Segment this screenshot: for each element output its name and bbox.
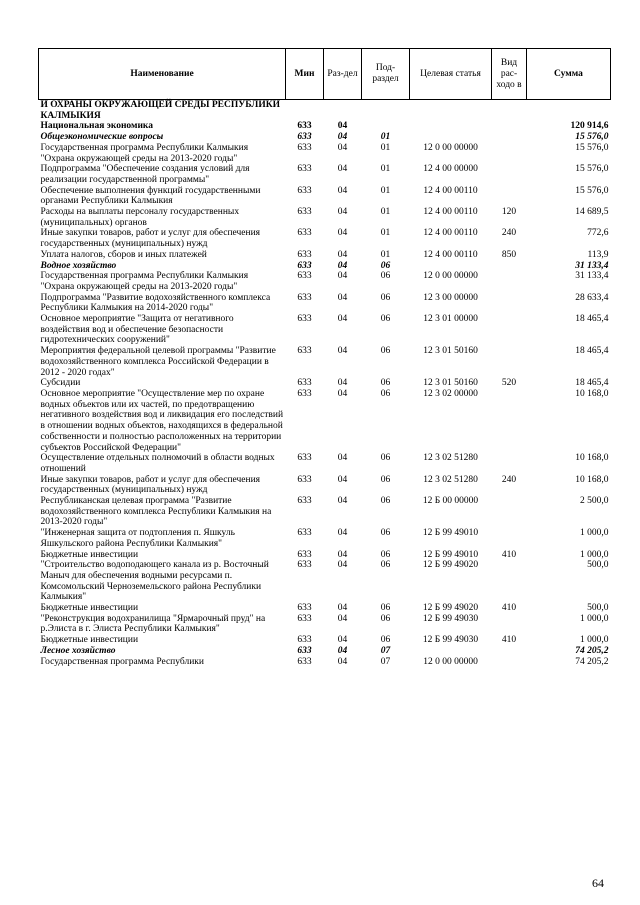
- cell-razdel: 04: [337, 142, 348, 153]
- cell-podrazdel: [362, 121, 410, 132]
- cell-min: 633: [297, 260, 312, 271]
- cell-celevaya-statya: 12 Б 99 49030: [422, 613, 479, 624]
- cell-razdel: 04: [337, 346, 348, 357]
- cell-razdel: 04: [337, 496, 348, 507]
- cell-name: Республиканская целевая программа "Развитие водохозяйственного комплекса Республики Калмыкия на 2013-2020 годы": [40, 496, 272, 528]
- cell-razdel: 04: [337, 635, 348, 646]
- cell-summa: 15 576,0: [575, 142, 609, 153]
- cell-name: "Инженерная защита от подтопления п. Яшкуль Яшкульского района Республики Калмыкия": [40, 528, 235, 549]
- cell-celevaya-statya: 12 4 00 00110: [423, 249, 478, 260]
- cell-vid-rashodov: [492, 121, 527, 132]
- cell-vid-rashodov: 240: [501, 474, 517, 485]
- cell-celevaya-statya: 12 3 02 00000: [423, 388, 478, 399]
- cell-min: 633: [297, 635, 312, 646]
- cell-vid-rashodov: [492, 528, 527, 549]
- cell-vid-rashodov: [492, 560, 527, 603]
- cell-min: 633: [297, 142, 312, 153]
- cell-summa: [527, 100, 611, 122]
- cell-summa: 2 500,0: [580, 496, 609, 507]
- cell-name: Уплата налогов, сборов и иных платежей: [40, 249, 207, 260]
- cell-min: 633: [297, 164, 312, 175]
- cell-celevaya-statya: 12 4 00 00000: [423, 164, 478, 175]
- cell-celevaya-statya: [410, 646, 492, 657]
- table-row: [39, 186, 611, 207]
- cell-podrazdel: 06: [380, 271, 391, 282]
- cell-summa: 31 133,4: [575, 260, 609, 271]
- cell-celevaya-statya: 12 4 00 00110: [423, 228, 478, 239]
- table-row: [39, 271, 611, 292]
- cell-name: Иные закупки товаров, работ и услуг для обеспечения государственных (муниципальных) нужд: [40, 228, 261, 250]
- table-row: [39, 603, 611, 614]
- table-row: [39, 207, 611, 228]
- cell-podrazdel: 06: [380, 549, 391, 560]
- table-row: [39, 550, 611, 561]
- cell-summa: 1 000,0: [580, 635, 609, 646]
- cell-summa: 772,6: [587, 228, 609, 239]
- cell-vid-rashodov: [492, 646, 527, 657]
- budget-table: [38, 48, 611, 667]
- table-row: [39, 614, 611, 635]
- header-razdel: Раз-дел: [324, 49, 362, 100]
- table-row: [39, 250, 611, 261]
- cell-podrazdel: 06: [380, 496, 391, 507]
- cell-razdel: 04: [337, 207, 348, 218]
- cell-celevaya-statya: 12 Б 99 49010: [422, 528, 479, 539]
- cell-podrazdel: 06: [380, 453, 391, 464]
- cell-vid-rashodov: [492, 164, 527, 185]
- cell-name: Расходы на выплаты персоналу государственных (муниципальных) органов: [40, 207, 240, 228]
- cell-celevaya-statya: 12 3 02 51280: [423, 453, 478, 464]
- header-name: Наименование: [39, 49, 286, 100]
- cell-summa: 500,0: [587, 560, 609, 571]
- cell-razdel: 04: [337, 656, 348, 667]
- cell-name: Бюджетные инвестиции: [40, 549, 139, 560]
- cell-podrazdel: 06: [380, 635, 391, 646]
- cell-name: Общеэкономические вопросы: [40, 132, 164, 143]
- cell-razdel: 04: [337, 228, 348, 239]
- cell-razdel: [324, 100, 362, 122]
- cell-name: Осуществление отдельных полномочий в области водных отношений: [40, 453, 275, 474]
- cell-name: Национальная экономика: [40, 121, 154, 132]
- cell-celevaya-statya: 12 3 01 50160: [423, 346, 478, 357]
- cell-summa: 113,9: [587, 249, 609, 260]
- table-row: [39, 646, 611, 657]
- cell-name: Основное мероприятие "Защита от негативного воздействия вод и обеспечение безопасности гидротехнических сооружений": [40, 314, 234, 346]
- cell-celevaya-statya: [410, 121, 492, 132]
- cell-min: 633: [297, 228, 312, 239]
- cell-razdel: 04: [337, 528, 348, 539]
- cell-vid-rashodov: 520: [501, 378, 517, 389]
- table-row: [39, 121, 611, 132]
- header-vid-rashodov: Вид рас-ходо в: [492, 49, 527, 100]
- cell-razdel: 04: [337, 603, 348, 614]
- table-row: [39, 132, 611, 143]
- cell-razdel: 04: [337, 314, 348, 325]
- cell-vid-rashodov: [492, 346, 527, 378]
- cell-name: Государственная программа Республики Калмыкия "Охрана окружающей среды на 2013-2020 годы": [40, 142, 249, 164]
- cell-podrazdel: 01: [380, 142, 391, 153]
- table-row: [39, 453, 611, 474]
- cell-razdel: 04: [337, 249, 348, 260]
- cell-vid-rashodov: 120: [501, 207, 517, 218]
- cell-vid-rashodov: 850: [501, 249, 517, 260]
- cell-summa: 10 168,0: [575, 474, 609, 485]
- table-row: [39, 228, 611, 249]
- document-page: [38, 48, 610, 667]
- cell-podrazdel: 07: [380, 645, 391, 656]
- cell-name: Бюджетные инвестиции: [40, 635, 139, 646]
- cell-summa: 15 576,0: [575, 132, 609, 143]
- table-header-row: [39, 49, 611, 100]
- cell-podrazdel: 06: [380, 613, 391, 624]
- table-row: [39, 560, 611, 603]
- cell-name: Подпрограмма "Обеспечение создания условий для реализации государственной программы": [40, 164, 250, 185]
- cell-celevaya-statya: 12 Б 99 49020: [422, 560, 479, 571]
- cell-vid-rashodov: [492, 657, 527, 668]
- cell-summa: 18 465,4: [575, 314, 609, 325]
- cell-summa: 500,0: [587, 603, 609, 614]
- table-row: [39, 293, 611, 314]
- cell-podrazdel: 01: [380, 249, 391, 260]
- cell-celevaya-statya: 12 0 00 00000: [423, 656, 478, 667]
- cell-summa: 15 576,0: [575, 164, 609, 175]
- cell-razdel: 04: [337, 121, 348, 132]
- cell-min: [286, 100, 324, 122]
- cell-vid-rashodov: [492, 100, 527, 122]
- cell-celevaya-statya: [410, 100, 492, 122]
- cell-min: 633: [297, 603, 312, 614]
- cell-min: 633: [297, 271, 312, 282]
- cell-name: Государственная программа Республики: [40, 656, 204, 667]
- cell-summa: 74 205,2: [575, 656, 609, 667]
- cell-summa: 1 000,0: [580, 613, 609, 624]
- cell-podrazdel: 06: [380, 388, 391, 399]
- cell-min: 633: [297, 656, 312, 667]
- cell-podrazdel: 06: [380, 314, 391, 325]
- cell-name: Основное мероприятие "Осуществление мер по охране водных объектов или их частей, по предотвращению негативного воздействия вод и ликвидация его последствий в отношении водных объектов, находящихся в федеральной собственности и полностью расположенных на территории субъектов Российской Федерации": [40, 388, 284, 453]
- cell-summa: 18 465,4: [575, 346, 609, 357]
- cell-summa: 74 205,2: [575, 645, 609, 656]
- table-row: [39, 475, 611, 496]
- cell-name: Бюджетные инвестиции: [40, 603, 139, 614]
- cell-name: Субсидии: [40, 378, 81, 389]
- cell-razdel: 04: [337, 645, 348, 656]
- cell-vid-rashodov: [492, 293, 527, 314]
- cell-vid-rashodov: 410: [501, 603, 517, 614]
- cell-summa: 18 465,4: [575, 378, 609, 389]
- cell-min: 633: [297, 132, 312, 143]
- cell-podrazdel: 06: [380, 346, 391, 357]
- cell-name: Подпрограмма "Развитие водохозяйственного комплекса Республики Калмыкия на 2014-2020 годы": [40, 292, 271, 314]
- cell-summa: 120 914,6: [570, 121, 609, 132]
- cell-min: 633: [297, 388, 312, 399]
- table-row: [39, 314, 611, 346]
- cell-vid-rashodov: [492, 132, 527, 143]
- cell-vid-rashodov: [492, 614, 527, 635]
- cell-min: 633: [297, 528, 312, 539]
- header-celevaya-statya: Целевая статья: [410, 49, 492, 100]
- cell-min: 633: [297, 346, 312, 357]
- cell-name: Государственная программа Республики Калмыкия "Охрана окружающей среды на 2013-2020 годы": [40, 271, 249, 292]
- cell-vid-rashodov: 410: [501, 549, 517, 560]
- cell-celevaya-statya: 12 0 00 00000: [423, 142, 478, 153]
- cell-name: Мероприятия федеральной целевой программы "Развитие водохозяйственного комплекса Российской Федерации в 2012 - 2020 годах": [40, 346, 276, 378]
- cell-min: 633: [297, 314, 312, 325]
- cell-podrazdel: 01: [380, 228, 391, 239]
- cell-podrazdel: 06: [380, 378, 391, 389]
- cell-summa: 10 168,0: [575, 453, 609, 464]
- cell-razdel: 04: [337, 549, 348, 560]
- table-row: [39, 657, 611, 668]
- cell-min: 633: [297, 453, 312, 464]
- cell-podrazdel: 06: [380, 560, 391, 571]
- table-row: [39, 261, 611, 272]
- cell-razdel: 04: [337, 271, 348, 282]
- cell-celevaya-statya: 12 3 02 51280: [423, 474, 478, 485]
- cell-name: И ОХРАНЫ ОКРУЖАЮЩЕЙ СРЕДЫ РЕСПУБЛИКИ КАЛМЫКИЯ: [40, 100, 281, 121]
- cell-name: Лесное хозяйство: [40, 645, 116, 656]
- header-podrazdel: Под-раздел: [362, 49, 410, 100]
- cell-razdel: 04: [337, 378, 348, 389]
- cell-vid-rashodov: [492, 186, 527, 207]
- table-row: [39, 389, 611, 453]
- page-number: 64: [592, 876, 604, 890]
- cell-razdel: 04: [337, 292, 348, 303]
- cell-vid-rashodov: 410: [501, 635, 517, 646]
- cell-min: 633: [297, 560, 312, 571]
- cell-min: 633: [297, 474, 312, 485]
- cell-razdel: 04: [337, 260, 348, 271]
- cell-celevaya-statya: [410, 261, 492, 272]
- cell-vid-rashodov: [492, 143, 527, 164]
- cell-vid-rashodov: [492, 496, 527, 528]
- cell-podrazdel: 01: [380, 132, 391, 143]
- cell-summa: 10 168,0: [575, 388, 609, 399]
- cell-name: "Реконструкция водохранилища "Ярмарочный пруд" на р.Элиста в г. Элиста Республики Калмыкия": [40, 613, 266, 635]
- cell-summa: 1 000,0: [580, 528, 609, 539]
- cell-podrazdel: 01: [380, 207, 391, 218]
- cell-podrazdel: 06: [380, 528, 391, 539]
- cell-celevaya-statya: 12 0 00 00000: [423, 271, 478, 282]
- cell-celevaya-statya: 12 4 00 00110: [423, 185, 478, 196]
- cell-razdel: 04: [337, 613, 348, 624]
- cell-vid-rashodov: [492, 453, 527, 474]
- cell-vid-rashodov: [492, 389, 527, 453]
- cell-name: Обеспечение выполнения функций государственными органами Республики Калмыкия: [40, 185, 261, 207]
- cell-min: 633: [297, 121, 312, 132]
- cell-podrazdel: 01: [380, 185, 391, 196]
- cell-celevaya-statya: [410, 132, 492, 143]
- cell-name: Иные закупки товаров, работ и услуг для обеспечения государственных (муниципальных) нужд: [40, 474, 261, 496]
- table-row: [39, 378, 611, 389]
- cell-razdel: 04: [337, 453, 348, 464]
- cell-summa: 15 576,0: [575, 185, 609, 196]
- cell-podrazdel: 06: [380, 603, 391, 614]
- cell-vid-rashodov: [492, 261, 527, 272]
- table-body: [39, 100, 611, 668]
- cell-summa: 31 133,4: [575, 271, 609, 282]
- cell-vid-rashodov: 240: [501, 228, 517, 239]
- cell-podrazdel: 06: [380, 474, 391, 485]
- cell-razdel: 04: [337, 164, 348, 175]
- cell-summa: 1 000,0: [580, 549, 609, 560]
- table-row: [39, 528, 611, 549]
- table-row: [39, 164, 611, 185]
- cell-min: 633: [297, 207, 312, 218]
- table-row: [39, 635, 611, 646]
- cell-podrazdel: 06: [380, 292, 391, 303]
- cell-celevaya-statya: 12 Б 99 49010: [422, 549, 479, 560]
- table-row: [39, 346, 611, 378]
- cell-razdel: 04: [337, 474, 348, 485]
- cell-celevaya-statya: 12 Б 99 49030: [422, 635, 479, 646]
- cell-razdel: 04: [337, 560, 348, 571]
- cell-vid-rashodov: [492, 314, 527, 346]
- cell-name: "Строительство водоподающего канала из р. Восточный Маныч для обеспечения водными ресурсами п. Комсомольский Черноземельского района Республики Калмыкия": [40, 560, 269, 603]
- cell-min: 633: [297, 292, 312, 303]
- cell-min: 633: [297, 249, 312, 260]
- cell-name: Водное хозяйство: [40, 260, 117, 271]
- header-summa: Сумма: [527, 49, 611, 100]
- cell-min: 633: [297, 378, 312, 389]
- header-min: Мин: [286, 49, 324, 100]
- cell-summa: 28 633,4: [575, 292, 609, 303]
- cell-min: 633: [297, 613, 312, 624]
- cell-celevaya-statya: 12 Б 99 49020: [422, 603, 479, 614]
- cell-celevaya-statya: 12 Б 00 00000: [422, 496, 479, 507]
- cell-min: 633: [297, 185, 312, 196]
- cell-podrazdel: 06: [380, 260, 391, 271]
- cell-celevaya-statya: 12 3 01 50160: [423, 378, 478, 389]
- cell-razdel: 04: [337, 132, 348, 143]
- cell-podrazdel: 01: [380, 164, 391, 175]
- cell-min: 633: [297, 496, 312, 507]
- cell-summa: 14 689,5: [575, 207, 609, 218]
- cell-celevaya-statya: 12 4 00 00110: [423, 207, 478, 218]
- table-row: [39, 496, 611, 528]
- cell-celevaya-statya: 12 3 00 00000: [423, 292, 478, 303]
- cell-min: 633: [297, 645, 312, 656]
- table-row: [39, 100, 611, 122]
- cell-razdel: 04: [337, 185, 348, 196]
- table-row: [39, 143, 611, 164]
- cell-podrazdel: [362, 100, 410, 122]
- cell-razdel: 04: [337, 388, 348, 399]
- cell-min: 633: [297, 549, 312, 560]
- cell-vid-rashodov: [492, 271, 527, 292]
- cell-celevaya-statya: 12 3 01 00000: [423, 314, 478, 325]
- cell-podrazdel: 07: [380, 656, 391, 667]
